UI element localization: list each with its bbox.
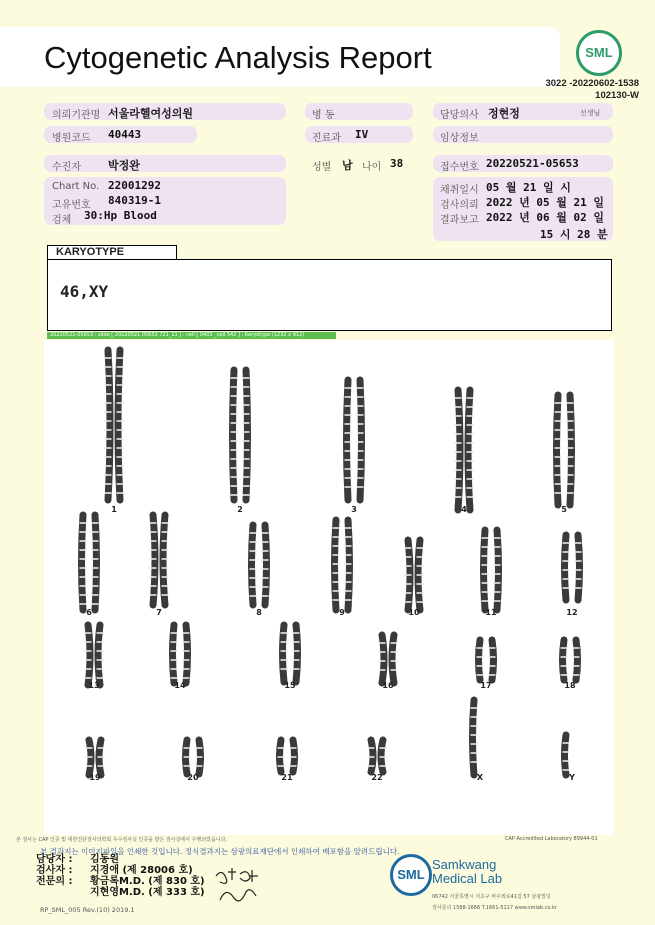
chromosome [88, 625, 90, 685]
staff-row [36, 887, 205, 898]
chromosome-label-7: 7 [156, 608, 162, 617]
patient-label: 수진자 [52, 162, 81, 173]
chromosome [381, 740, 383, 772]
samkwang-logo: SML [390, 854, 432, 896]
request-label: 검사의뢰 [440, 200, 479, 211]
patient-value: 박정완 [108, 159, 140, 172]
chromosome [492, 640, 494, 680]
chart-value: 22001292 [108, 179, 161, 192]
chromosome-label-11: 11 [485, 608, 497, 617]
chromosome [98, 625, 100, 685]
report-number-line1: 3022 -20220602-1538 [545, 78, 639, 89]
chromosome-label-3: 3 [351, 505, 357, 514]
chromosome [265, 525, 267, 605]
staff-role: 검사자 : [36, 865, 73, 876]
chromosome-pair-20 [184, 740, 203, 774]
chromosome-label-10: 10 [408, 608, 420, 617]
hospital-code-value: 40443 [108, 128, 142, 141]
chromosome [565, 735, 567, 775]
lab-name-line2: Medical Lab [432, 871, 503, 886]
chromosome [458, 390, 460, 510]
chromosome [468, 390, 470, 510]
page-title: Cytogenetic Analysis Report [44, 40, 432, 75]
cap-number: CAP Accredited Laboratory 89944-01 [505, 836, 598, 842]
chromosome [335, 520, 337, 610]
chromosome [484, 530, 486, 610]
result-label: 결과보고 [440, 215, 479, 226]
chromosome-label-x: X [476, 773, 484, 782]
staff-list [36, 854, 205, 898]
karyogram-info-bar: 20220521-05653 : slide [ 20220521 05653 721_11 ] : cell [ 0403 _cell 542 ] : Karyotype (1232 x 912) [47, 332, 336, 339]
age-value: 38 [390, 157, 404, 170]
chromosome [118, 350, 120, 500]
form-number: RP_SML_005 Rev.(10) 2019.1 [40, 906, 135, 914]
clinical-label: 임상정보 [440, 133, 479, 144]
karyotype-tab: KARYOTYPE [47, 245, 177, 259]
staff-role: 전문의 : [36, 876, 73, 887]
chart-label: Chart No. [52, 181, 100, 192]
chromosome [497, 530, 499, 610]
chromosome-pair-15 [281, 625, 300, 682]
chromosome-pair-4 [455, 390, 474, 510]
chromosome-pair-17 [477, 640, 496, 680]
chromosome-pair-12 [563, 535, 582, 600]
chromosome [153, 515, 155, 605]
chromosome-pair-7 [150, 515, 169, 605]
accession-value: 20220521-05653 [486, 157, 579, 170]
chromosome [565, 535, 567, 600]
chromosome-pair-9 [333, 520, 352, 610]
report-number-line2: 102130-W [595, 90, 639, 101]
staff-name: 황금록M.D. (제 830 호) [90, 876, 205, 887]
chromosome-pair-16 [379, 635, 398, 683]
staff-row [36, 854, 205, 865]
chromosome [163, 515, 165, 605]
chromosome-label-22: 22 [371, 773, 383, 782]
chromosome [246, 370, 248, 500]
chromosome [233, 370, 235, 500]
chromosome [360, 380, 362, 500]
chromosome-label-19: 19 [89, 773, 101, 782]
chromosome-label-13: 13 [88, 681, 100, 690]
staff-name: 지현영M.D. (제 333 호) [90, 887, 205, 898]
karyotype-box [47, 259, 612, 331]
lab-name [432, 858, 502, 886]
chromosome [479, 640, 481, 680]
chromosome-pair-2 [231, 370, 250, 500]
sml-logo: SML [576, 30, 622, 76]
chromosome-label-21: 21 [281, 773, 293, 782]
institution-value: 서울라헬여성의원 [108, 107, 194, 120]
chromosome-label-6: 6 [86, 608, 92, 617]
chromosome-label-1: 1 [111, 505, 117, 514]
chromosome-label-2: 2 [237, 505, 243, 514]
chromosome-label-20: 20 [187, 773, 199, 782]
chromosome [280, 740, 282, 772]
dept-value: IV [355, 128, 369, 141]
chromosome [293, 740, 295, 772]
chromosome-pair-14 [171, 625, 190, 683]
id-label: 고유번호 [52, 200, 91, 211]
karyotype-value: 46,XY [60, 282, 109, 301]
chromosome-pair-x [471, 700, 478, 775]
chromosome [576, 640, 578, 680]
chromosome [347, 380, 349, 500]
lab-address: 06742 서울특별시 서초구 바우뫼로41길 57 삼광빌딩 [432, 894, 551, 900]
chromosome [578, 535, 580, 600]
chromosome-label-9: 9 [339, 608, 345, 617]
lab-name-line1: Samkwang [432, 857, 497, 872]
printout-notice: 본 결과지는 이미지파일을 인쇄한 것입니다. 정식결과지는 삼광의료재단에서 인쇄하여 배포함을 알려드립니다. [40, 847, 400, 856]
chromosome-label-8: 8 [256, 608, 262, 617]
chromosome-label-18: 18 [564, 681, 576, 690]
chromosome-label-16: 16 [382, 681, 394, 690]
sex-label: 성별 [312, 162, 332, 173]
chromosome [348, 520, 350, 610]
chromosome-pair-18 [561, 640, 580, 680]
specimen-label: 검체 [52, 215, 72, 226]
chromosome-pair-y [563, 735, 570, 775]
request-value: 2022 년 05 월 21 일 [486, 196, 604, 209]
lab-contact: 검사문의 1588-1666 T.1661-5117 www.smlab.co.kr [432, 905, 557, 911]
result-time: 15 시 28 분 [540, 228, 608, 241]
result-value: 2022 년 06 월 02 일 [486, 211, 604, 224]
staff-row [36, 876, 205, 887]
chromosome [563, 640, 565, 680]
chromosome-label-14: 14 [174, 681, 186, 690]
chromosome-label-17: 17 [480, 681, 492, 690]
chromosome-pair-5 [555, 395, 574, 505]
staff-name: 김동원 [90, 854, 119, 865]
chromosome-label-15: 15 [284, 681, 296, 690]
signature-image [212, 866, 262, 908]
staff-row [36, 865, 205, 876]
accession-label: 접수번호 [440, 162, 479, 173]
karyogram-svg [44, 340, 614, 835]
chromosome-pair-19 [86, 740, 105, 775]
chromosome-pair-10 [405, 540, 424, 610]
cap-notice: 본 검사는 CAP 인증 및 대한진단검사의학회 우수검사실 인증을 받은 검사실에서 수행되었습니다. [16, 837, 227, 843]
chromosome-label-12: 12 [566, 608, 578, 617]
report-number [545, 78, 639, 102]
staff-role: 담당자 : [36, 854, 73, 865]
chromosome-pair-11 [482, 530, 501, 610]
sex-value: 남 [342, 159, 353, 172]
doctor-value: 정현정 [488, 107, 520, 120]
institution-label: 의뢰기관명 [52, 110, 101, 121]
chromosome-label-y: Y [569, 773, 575, 782]
chromosome-label-5: 5 [561, 505, 567, 514]
ward-label: 병 동 [312, 110, 335, 121]
chromosome-pair-6 [80, 515, 99, 610]
chromosome-pair-22 [368, 740, 387, 772]
hospital-code-label: 병원코드 [52, 133, 91, 144]
id-value: 840319-1 [108, 194, 161, 207]
chromosome [371, 740, 373, 772]
chromosome [108, 350, 110, 500]
specimen-value: 30:Hp Blood [84, 209, 157, 222]
collect-label: 채취일시 [440, 185, 479, 196]
age-label: 나이 [362, 162, 382, 173]
karyogram-image [44, 340, 614, 835]
chromosome-label-4: 4 [461, 505, 467, 514]
chromosome-pair-21 [278, 740, 297, 772]
collect-value: 05 월 21 일 시 [486, 181, 571, 194]
chromosome-pair-3 [345, 380, 364, 500]
chromosome [473, 700, 475, 775]
chromosome-pair-1 [105, 350, 124, 500]
doctor-suffix: 선생님 [580, 109, 601, 117]
doctor-label: 담당의사 [440, 110, 479, 121]
chromosome [252, 525, 254, 605]
chromosome-pair-13 [85, 625, 104, 685]
chromosome-pair-8 [250, 525, 269, 605]
staff-name: 지경애 (제 28006 호) [90, 865, 193, 876]
dept-label: 진료과 [312, 133, 341, 144]
